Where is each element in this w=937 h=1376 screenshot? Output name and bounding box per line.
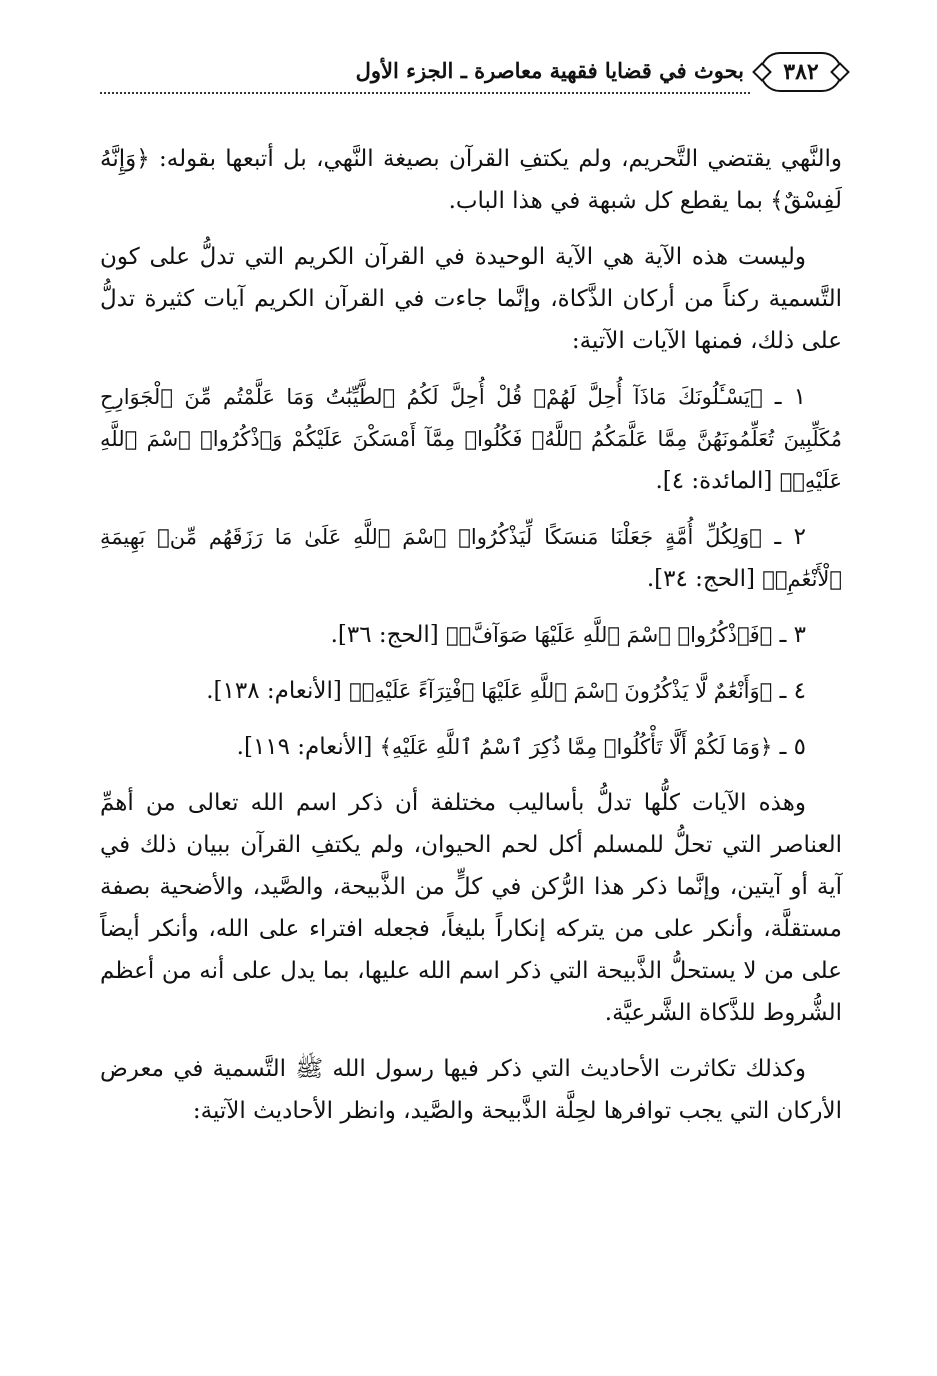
verse-text: ﴿وَأَنْعَٰمٌ لَّا يَذْكُرُونَ ٱسْمَ ٱللَّهِ عَلَيْهَا ٱفْتِرَآءً عَلَيْهِۚ﴾ <box>349 679 773 703</box>
verse-number: ٥ <box>793 734 806 760</box>
verse-text: ﴿فَٱذْكُرُوا۟ ٱسْمَ ٱللَّهِ عَلَيْهَا صَوَآفَّۖ﴾ <box>446 623 773 647</box>
verse-reference: [الحج: ٣٦]. <box>330 622 439 648</box>
verse-reference: [المائدة: ٤]. <box>655 468 773 494</box>
page-header <box>100 52 842 98</box>
verse-number: ١ <box>793 384 806 410</box>
verse-number: ٢ <box>793 524 806 550</box>
paragraph: والنَّهي يقتضي التَّحريم، ولم يكتفِ القرآن بصيغة النَّهي، بل أتبعها بقوله: ﴿وَإِنَّهُ لَفِسْقٌ﴾ بما يقطع كل شبهة في هذا الباب. <box>100 146 842 214</box>
verse-item: ٥ ـ ﴿وَمَا لَكُمْ أَلَّا تَأْكُلُوا۟ مِمَّا ذُكِرَ ٱسْمُ ٱللَّهِ عَلَيْهِ﴾ [الأنعام: ١١٩]. <box>236 734 806 760</box>
verse-number: ٤ <box>793 678 806 704</box>
verse-reference: [الأنعام: ١١٩]. <box>236 734 373 760</box>
verse-number: ٣ <box>793 622 806 648</box>
paragraph: وهذه الآيات كلُّها تدلُّ بأساليب مختلفة أن ذكر اسم الله تعالى من أهمِّ العناصر التي تحلُّ للمسلم أكل لحم الحيوان، ولم يكتفِ القرآن ببيان ذلك في آية أو آيتين، وإنَّما ذكر هذا الرُّكن في كلٍّ من الذَّبيحة، والصَّيد، والأضحية بصفة مستقلَّة، وأنكر على من يتركه إنكاراً بليغاً، فجعله افتراء على الله، وأنكر أيضاً على من لا يستحلُّ الذَّبيحة التي ذكر اسم الله عليها، بما يدل على أنه من أعظم الشُّروط للذَّكاة الشَّرعيَّة. <box>100 790 842 1026</box>
verse-text: ﴿وَمَا لَكُمْ أَلَّا تَأْكُلُوا۟ مِمَّا ذُكِرَ ٱسْمُ ٱللَّهِ عَلَيْهِ﴾ <box>379 735 773 759</box>
verse-item: ٤ ـ ﴿وَأَنْعَٰمٌ لَّا يَذْكُرُونَ ٱسْمَ ٱللَّهِ عَلَيْهَا ٱفْتِرَآءً عَلَيْهِۚ﴾ [الأنعام: ١٣٨]. <box>206 678 806 704</box>
paragraph: وليست هذه الآية هي الآية الوحيدة في القرآن الكريم التي تدلُّ على كون التَّسمية ركناً من أركان الذَّكاة، وإنَّما جاءت في القرآن الكريم آيات كثيرة تدلُّ على ذلك، فمنها الآيات الآتية: <box>100 244 842 354</box>
page-body <box>100 138 842 1146</box>
header-divider <box>100 92 750 94</box>
paragraph: وكذلك تكاثرت الأحاديث التي ذكر فيها رسول الله ﷺ التَّسمية في معرض الأركان التي يجب توافرها لحِلَّة الذَّبيحة والصَّيد، وانظر الأحاديث الآتية: <box>100 1056 842 1124</box>
verse-text: ﴿يَسْـَٔلُونَكَ مَاذَآ أُحِلَّ لَهُمْۖ قُلْ أُحِلَّ لَكُمُ ٱلطَّيِّبَٰتُ وَمَا عَلَّمْتُم مِّنَ ٱلْجَوَارِحِ مُكَلِّبِينَ تُعَلِّمُونَهُنَّ مِمَّا عَلَّمَكُمُ ٱللَّهُۖ فَكُلُوا۟ مِمَّآ أَمْسَكْنَ عَلَيْكُمْ وَٱذْكُرُوا۟ ٱسْمَ ٱللَّهِ عَلَيْهِۖ﴾ <box>100 385 842 493</box>
page-number-text: ٣٨٢ <box>783 59 819 85</box>
verse-reference: [الأنعام: ١٣٨]. <box>206 678 342 704</box>
verse-text: ﴿وَلِكُلِّ أُمَّةٍ جَعَلْنَا مَنسَكًا لِّيَذْكُرُوا۟ ٱسْمَ ٱللَّهِ عَلَىٰ مَا رَزَقَهُم مِّنۢ بَهِيمَةِ ٱلْأَنْعَٰمِۗ﴾ <box>100 525 842 591</box>
verse-reference: [الحج: ٣٤]. <box>646 566 755 592</box>
verse-item: ١ ـ ﴿يَسْـَٔلُونَكَ مَاذَآ أُحِلَّ لَهُمْۖ قُلْ أُحِلَّ لَكُمُ ٱلطَّيِّبَٰتُ وَمَا عَلَّمْتُم مِّنَ ٱلْجَوَارِحِ مُكَلِّبِينَ تُعَلِّمُونَهُنَّ مِمَّا عَلَّمَكُمُ ٱللَّهُۖ فَكُلُوا۟ مِمَّآ أَمْسَكْنَ عَلَيْكُمْ وَٱذْكُرُوا۟ ٱسْمَ ٱللَّهِ عَلَيْهِۖ﴾ [المائدة: ٤]. <box>100 384 842 494</box>
verse-item: ٣ ـ ﴿فَٱذْكُرُوا۟ ٱسْمَ ٱللَّهِ عَلَيْهَا صَوَآفَّۖ﴾ [الحج: ٣٦]. <box>330 622 806 648</box>
verse-item: ٢ ـ ﴿وَلِكُلِّ أُمَّةٍ جَعَلْنَا مَنسَكًا لِّيَذْكُرُوا۟ ٱسْمَ ٱللَّهِ عَلَىٰ مَا رَزَقَهُم مِّنۢ بَهِيمَةِ ٱلْأَنْعَٰمِۗ﴾ [الحج: ٣٤]. <box>100 524 842 592</box>
page-number <box>760 52 842 92</box>
running-title: بحوث في قضايا فقهية معاصرة ـ الجزء الأول <box>355 58 744 83</box>
